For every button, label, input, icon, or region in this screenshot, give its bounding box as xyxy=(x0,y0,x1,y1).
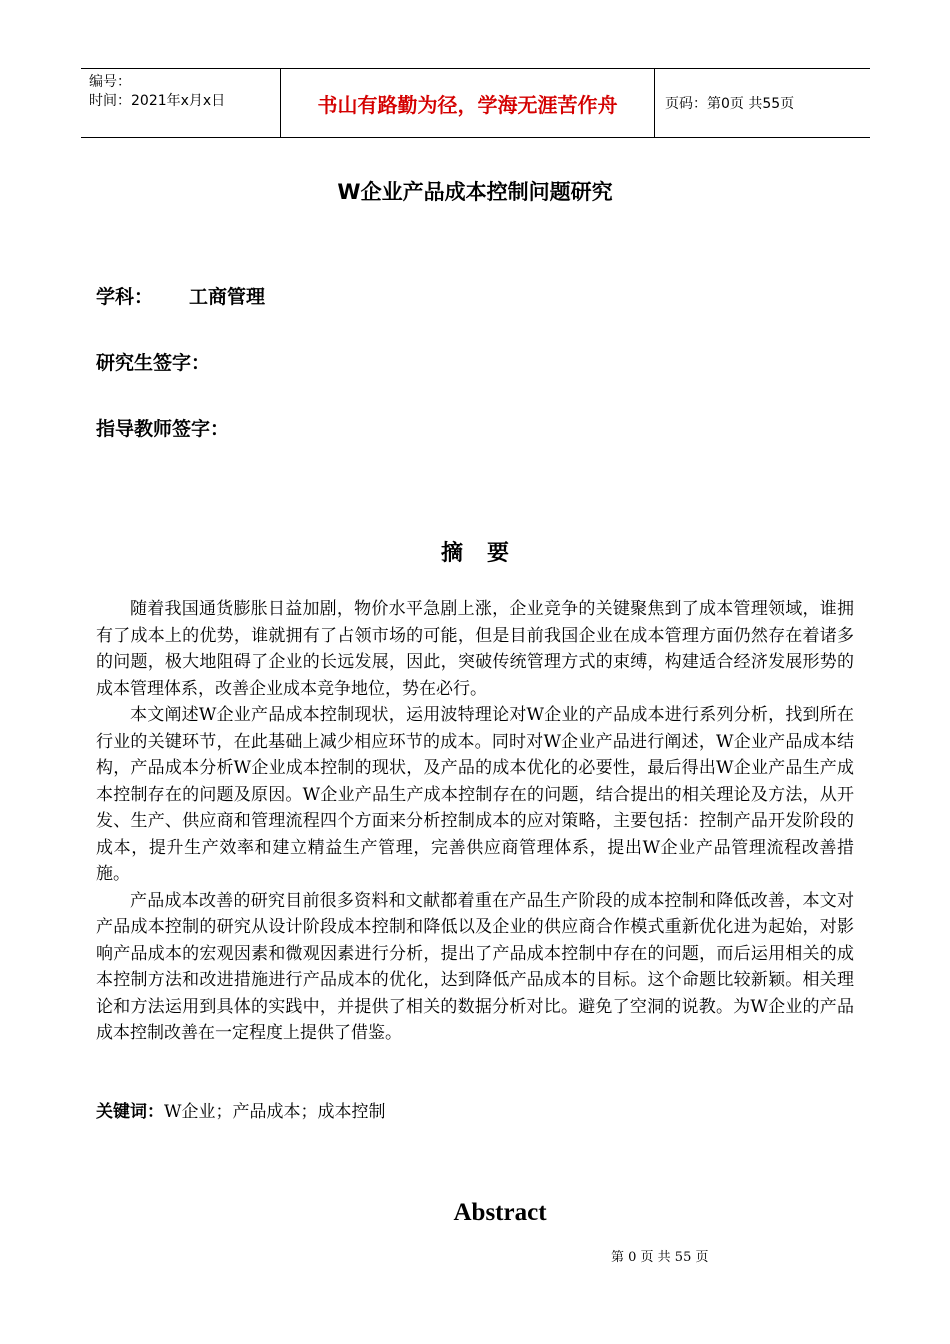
keywords-label: 关键词： xyxy=(96,1102,164,1122)
document-title: W企业产品成本控制问题研究 xyxy=(337,180,613,204)
advisor-signature-field: 指导教师签字： xyxy=(96,418,230,440)
number-label: 编号： xyxy=(89,74,131,90)
abstract-paragraph: 产品成本改善的研究目前很多资料和文献都着重在产品生产阶段的成本控制和降低改善，本文对产品成本控制的研究从设计阶段成本控制和降低以及企业的供应商合作模式重新优化进为起始，对影响产品成本的宏观因素和微观因素进行分析，提出了产品成本控制中存在的问题，而后运用相关的成本控制方法和改进措施进行产品成本的优化，达到降低产品成本的目标。这个命题比较新颖。相关理论和方法运用到具体的实践中，并提供了相关的数据分析对比。避免了空洞的说教。为W企业的产品成本控制改善在一定程度上提供了借鉴。 xyxy=(96,890,854,1043)
header-page-info: 页码：第0页 共55页 xyxy=(665,96,795,112)
abstract-body xyxy=(96,596,854,1047)
header-meta xyxy=(81,69,281,137)
page-footer: 第 0 页 共 55 页 xyxy=(611,1250,709,1265)
subject-label: 学科： xyxy=(96,286,154,308)
subject-field xyxy=(96,282,265,309)
time-label: 时间：2021年x月x日 xyxy=(89,93,226,109)
keywords-line xyxy=(96,1097,385,1122)
abstract-heading: 摘要 xyxy=(440,541,533,566)
student-signature-field: 研究生签字： xyxy=(96,352,211,374)
keywords-value: W企业；产品成本；成本控制 xyxy=(164,1102,386,1122)
abstract-en-heading: Abstract xyxy=(453,1199,547,1226)
header-slogan: 书山有路勤为径，学海无涯苦作舟 xyxy=(281,69,655,137)
abstract-paragraph: 随着我国通货膨胀日益加剧，物价水平急剧上涨，企业竞争的关键聚焦到了成本管理领域，谁拥有了成本上的优势，谁就拥有了占领市场的可能，但是目前我国企业在成本管理方面仍然存在着诸多的问题，极大地阻碍了企业的长远发展，因此，突破传统管理方式的束缚，构建适合经济发展形势的成本管理体系，改善企业成本竞争地位，势在必行。 xyxy=(96,599,854,699)
page-header xyxy=(81,68,870,138)
abstract-paragraph: 本文阐述W企业产品成本控制现状，运用波特理论对W企业的产品成本进行系列分析，找到所在行业的关键环节，在此基础上减少相应环节的成本。同时对W企业产品进行阐述，W企业产品成本结构，产品成本分析W企业成本控制的现状，及产品的成本优化的必要性，最后得出W企业产品生产成本控制存在的问题及原因。W企业产品生产成本控制存在的问题，结合提出的相关理论及方法，从开发、生产、供应商和管理流程四个方面来分析控制成本的应对策略，主要包括：控制产品开发阶段的成本，提升生产效率和建立精益生产管理，完善供应商管理体系，提出W企业产品管理流程改善措施。 xyxy=(96,705,854,884)
subject-value: 工商管理 xyxy=(189,286,266,308)
